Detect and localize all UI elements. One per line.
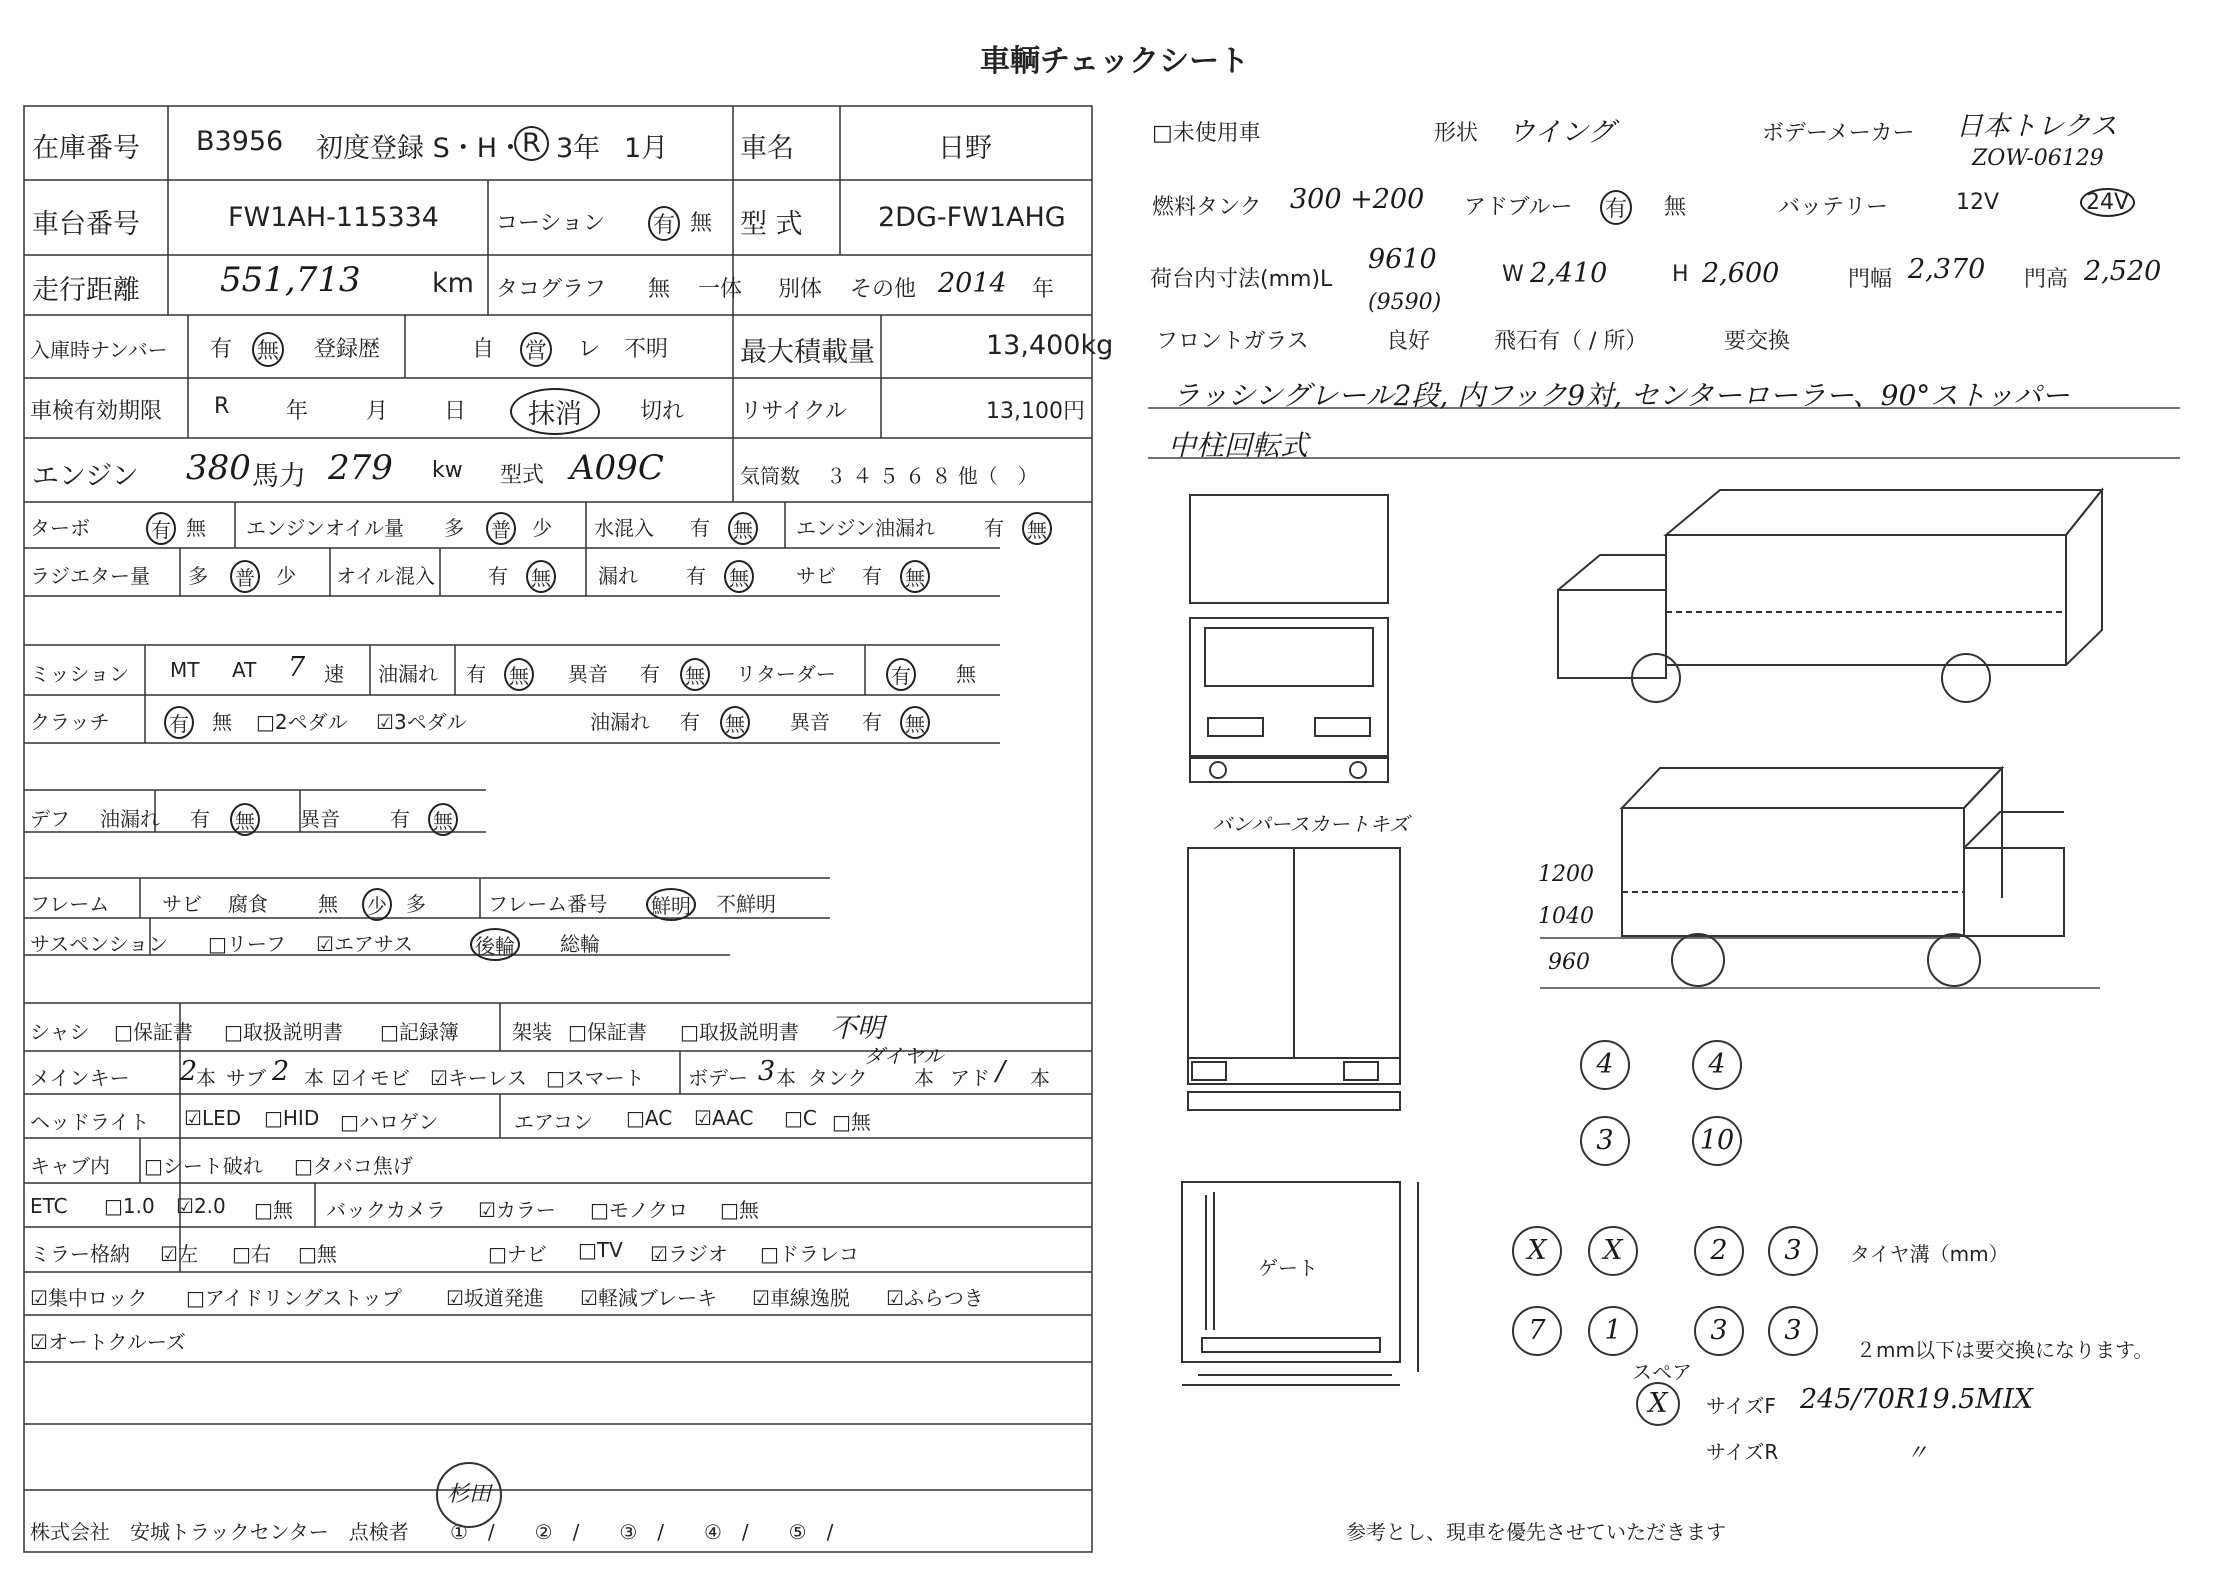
chassis-number-label: 車台番号	[32, 209, 140, 240]
tachograph-integrated: 一体	[698, 277, 743, 302]
bumper-damage-note: バンパースカートキズ	[1212, 812, 1410, 836]
mission-speed-value: 7	[288, 652, 306, 683]
frame-number-label: フレーム番号	[488, 892, 608, 916]
tachograph-separate: 別体	[778, 277, 823, 302]
history-private: 自	[472, 337, 495, 362]
water-mix-no-circled: 無	[728, 512, 758, 545]
rear-air-circled: 後輪	[470, 928, 520, 961]
windshield-replace: 要交換	[1724, 329, 1791, 354]
mission-noise-yes: 有	[640, 662, 660, 686]
max-load-value: 13,400kg	[986, 330, 1114, 361]
body-shape-value: ウイング	[1508, 117, 1615, 148]
wobble-label: ふらつき	[903, 1286, 984, 1310]
history-rental: レ	[578, 337, 601, 362]
engine-oil-leak-label: エンジン油漏れ	[796, 516, 935, 540]
mission-label: ミッション	[30, 662, 130, 686]
clutch-no: 無	[212, 710, 232, 734]
water-mix-label: 水混入	[594, 516, 654, 540]
chassis-warranty: □保証書	[114, 1020, 193, 1044]
tank-key-value: ダイヤル	[864, 1044, 944, 1068]
page-title: 車輌チェックシート	[980, 44, 1250, 79]
tire-size-front-label: サイズF	[1706, 1394, 1776, 1418]
led-label: LED	[201, 1106, 242, 1130]
oil-mix-label: オイル混入	[336, 564, 435, 588]
radiator-leak-no-circled: 無	[724, 560, 754, 593]
body-maker-code: ZOW-06129	[1972, 146, 2104, 171]
body-manual: □取扱説明書	[680, 1020, 799, 1044]
radiator-leak-yes: 有	[686, 564, 706, 588]
engine-label: エンジン	[32, 461, 139, 492]
oil-normal-circled: 普	[486, 512, 516, 545]
tire-row1-2: X	[1588, 1226, 1638, 1276]
tachograph-year-unit: 年	[1032, 277, 1055, 302]
radiator-label: ラジエター量	[30, 564, 150, 588]
radio-checked: ☑ラジオ	[650, 1242, 728, 1266]
clutch-oil-leak-yes: 有	[680, 710, 700, 734]
tire-row1-4: 3	[1768, 1226, 1818, 1276]
sub-key-count: 2	[272, 1056, 290, 1087]
three-pedal-label: 3ペダル	[393, 710, 467, 734]
oil-mix-yes: 有	[488, 564, 508, 588]
diff-oil-leak-yes: 有	[190, 807, 210, 831]
tachograph-year-value: 2014	[938, 268, 1007, 299]
tire-top-1: 4	[1580, 1040, 1630, 1090]
max-load-label: 最大積載量	[740, 337, 875, 368]
frame-rust-label: サビ	[162, 892, 202, 916]
tachograph-none: 無	[648, 277, 671, 302]
height-mark-3: 960	[1548, 950, 1590, 975]
mission-noise-label: 異音	[568, 662, 608, 686]
engine-type-label: 型式	[500, 463, 545, 488]
body-equipment-note-line2: 中柱回転式	[1168, 429, 1309, 462]
rust-label: サビ	[796, 564, 836, 588]
engine-oil-leak-yes: 有	[984, 516, 1004, 540]
idling-stop-option: □アイドリングストップ	[186, 1286, 402, 1310]
engine-oil-leak-no-circled: 無	[1022, 512, 1052, 545]
windshield-chip: 飛石有（ / 所）	[1494, 329, 1648, 354]
lane-departure-label: 車線逸脱	[769, 1286, 850, 1310]
cargo-length-alt: (9590)	[1368, 290, 1442, 315]
car-name-label: 車名	[740, 133, 794, 164]
plate-yes: 有	[210, 337, 233, 362]
camera-none-option: □無	[720, 1198, 759, 1222]
fuel-tank-label: 燃料タンク	[1152, 195, 1262, 220]
frame-few-circled: 少	[362, 888, 392, 921]
tire-size-rear-value: 〃	[1906, 1441, 1929, 1466]
battery-24v-circled: 24V	[2080, 188, 2135, 217]
body-maker-value: 日本トレクス	[1956, 111, 2118, 142]
auto-cruise-checked: ☑オートクルーズ	[30, 1330, 186, 1354]
frame-many: 多	[406, 892, 426, 916]
tire-row2-4: 3	[1768, 1306, 1818, 1356]
body-key-count: 3	[758, 1056, 776, 1087]
navi-option: □ナビ	[488, 1242, 547, 1266]
tire-size-rear-label: サイズR	[1706, 1440, 1779, 1464]
inspection-year: 年	[286, 399, 309, 424]
cargo-length-value: 9610	[1368, 244, 1437, 275]
model-label: 型 式	[740, 209, 803, 240]
tire-replace-note: ２mm以下は要交換になります。	[1856, 1338, 2154, 1362]
adblue-key-label: アド	[950, 1066, 990, 1090]
color-camera-checked: ☑カラー	[478, 1198, 556, 1222]
battery-12v: 12V	[1956, 190, 2000, 215]
tank-key-label: タンク	[808, 1066, 868, 1090]
chassis-number-value: FW1AH-115334	[228, 202, 439, 233]
keyless-label: キーレス	[447, 1066, 527, 1090]
halogen-option: □ハロゲン	[340, 1110, 439, 1134]
adblue-yes-circled: 有	[1600, 190, 1632, 225]
adblue-key-value: /	[996, 1056, 1006, 1087]
mission-oil-leak-label: 油漏れ	[378, 662, 438, 686]
hill-start-label: 坂道発進	[463, 1286, 544, 1310]
windshield-good: 良好	[1386, 329, 1431, 354]
chassis-manual: □取扱説明書	[224, 1020, 343, 1044]
mileage-value: 551,713	[220, 260, 361, 300]
unused-vehicle-option: □未使用車	[1152, 121, 1261, 146]
radiator-leak-label: 漏れ	[598, 564, 638, 588]
mirror-left-label: 左	[177, 1242, 198, 1266]
frame-number-clear-circled: 鮮明	[646, 888, 696, 921]
inspection-cancelled-circled: 抹消	[510, 388, 600, 435]
body-maker-label: ボデーメーカー	[1762, 121, 1915, 146]
registration-year: 3年	[556, 133, 601, 164]
dashcam-option: □ドラレコ	[760, 1242, 859, 1266]
height-mark-1: 1200	[1538, 862, 1594, 887]
diff-label: デフ	[30, 807, 70, 831]
tire-row1-1: X	[1512, 1226, 1562, 1276]
brake-assist-checked: ☑軽減ブレーキ	[580, 1286, 718, 1310]
history-business-circled: 営	[520, 332, 552, 367]
tire-row2-2: 1	[1588, 1306, 1638, 1356]
water-mix-yes: 有	[690, 516, 710, 540]
first-registration-label: 初度登録 S・H・	[316, 133, 525, 164]
turbo-label: ターボ	[30, 516, 90, 540]
diff-noise-yes: 有	[390, 807, 410, 831]
mission-noise-no-circled: 無	[680, 658, 710, 691]
radio-label: ラジオ	[667, 1242, 728, 1266]
car-name-value: 日野	[938, 133, 992, 164]
body-warranty: □保証書	[568, 1020, 647, 1044]
height-mark-2: 1040	[1538, 904, 1594, 929]
body-key-unit: 本	[776, 1066, 796, 1090]
cargo-width-label: W	[1502, 262, 1524, 287]
tire-top-4: 10	[1692, 1116, 1742, 1166]
diff-oil-leak-label: 油漏れ	[100, 807, 160, 831]
caution-yes-circled: 有	[648, 206, 680, 241]
recycle-value: 13,100円	[986, 399, 1085, 424]
rust-no-circled: 無	[900, 560, 930, 593]
hid-option: □HID	[264, 1106, 320, 1130]
tire-size-front-value: 245/70R19.5MIX	[1800, 1384, 2033, 1415]
adblue-label: アドブルー	[1464, 195, 1573, 220]
mirror-fold-label: ミラー格納	[30, 1242, 130, 1266]
mission-oil-leak-yes: 有	[466, 662, 486, 686]
cargo-width-value: 2,410	[1530, 258, 1608, 289]
caution-label: コーション	[496, 211, 606, 236]
stock-number-label: 在庫番号	[32, 133, 140, 164]
turbo-no: 無	[186, 516, 206, 540]
three-pedal-checked: ☑3ペダル	[376, 710, 467, 734]
plate-label: 入庫時ナンバー	[30, 338, 168, 362]
main-key-count: 2	[180, 1056, 198, 1087]
body-docs-label: 架装	[512, 1020, 552, 1044]
mono-camera-option: □モノクロ	[590, 1198, 689, 1222]
clutch-oil-leak-no-circled: 無	[720, 706, 750, 739]
mission-at: AT	[232, 658, 257, 682]
door-width-label: 門幅	[1848, 267, 1893, 292]
clutch-label: クラッチ	[30, 710, 110, 734]
aircon-none: □無	[832, 1110, 871, 1134]
horsepower-value: 380	[186, 448, 251, 488]
model-value: 2DG-FW1AHG	[878, 202, 1066, 233]
mileage-unit: km	[432, 268, 474, 299]
inspector-slots: ① / ② / ③ / ④ / ⑤ /	[450, 1520, 834, 1544]
c-option: □C	[784, 1106, 817, 1130]
cigarette-burn-option: □タバコ焦げ	[294, 1154, 413, 1178]
etc-2-0-checked: ☑2.0	[176, 1194, 226, 1218]
air-suspension-checked: ☑エアサス	[316, 932, 414, 956]
handwritten-unknown-note: 不明	[830, 1013, 884, 1044]
inspection-month: 月	[366, 399, 389, 424]
hill-start-checked: ☑坂道発進	[446, 1286, 544, 1310]
reference-note: 参考とし、現車を優先させていただきます	[1346, 1520, 1726, 1544]
aac-label: AAC	[711, 1106, 754, 1130]
gate-label: ゲート	[1258, 1256, 1318, 1280]
engine-type-value: A09C	[570, 448, 664, 488]
adblue-no: 無	[1664, 195, 1687, 220]
body-equipment-note-line1: ラッシングレール2段, 内フック9対, センターローラー、90°ストッパー	[1172, 379, 2070, 412]
clutch-yes-circled: 有	[164, 706, 194, 739]
door-width-value: 2,370	[1908, 254, 1986, 285]
central-lock-checked: ☑集中ロック	[30, 1286, 148, 1310]
caution-no: 無	[690, 211, 713, 236]
registration-month: 1月	[624, 133, 669, 164]
clutch-noise-no-circled: 無	[900, 706, 930, 739]
tire-top-3: 3	[1580, 1116, 1630, 1166]
rust-yes: 有	[862, 564, 882, 588]
turbo-yes-circled: 有	[146, 512, 176, 545]
diff-noise-no-circled: 無	[428, 803, 458, 836]
retarder-label: リターダー	[736, 662, 836, 686]
diff-noise-label: 異音	[300, 807, 340, 831]
etc-2-0-label: 2.0	[193, 1194, 226, 1218]
tire-top-2: 4	[1692, 1040, 1742, 1090]
spare-tire-label: スペア	[1632, 1360, 1692, 1384]
tachograph-other: その他	[850, 277, 917, 302]
immobilizer-label: イモビ	[349, 1066, 410, 1090]
mission-oil-leak-no-circled: 無	[504, 658, 534, 691]
frame-number-unclear: 不鮮明	[716, 892, 776, 916]
sub-key-label: サブ	[226, 1066, 266, 1090]
spare-tire-value: X	[1636, 1382, 1680, 1426]
engine-oil-label: エンジンオイル量	[246, 516, 404, 540]
top-view-cab	[1190, 495, 1388, 603]
horsepower-label: 馬力	[252, 461, 306, 492]
frame-label: フレーム	[30, 892, 110, 916]
inspector-stamp: 杉田	[436, 1462, 502, 1528]
keyless-checked: ☑キーレス	[430, 1066, 527, 1090]
retarder-no: 無	[956, 662, 976, 686]
headlight-label: ヘッドライト	[30, 1110, 150, 1134]
seat-tear-option: □シート破れ	[144, 1154, 263, 1178]
tire-row2-1: 7	[1512, 1306, 1562, 1356]
etc-label: ETC	[30, 1194, 68, 1218]
smart-key: □スマート	[546, 1066, 645, 1090]
tank-key-unit: 本	[914, 1066, 934, 1090]
diff-oil-leak-no-circled: 無	[230, 803, 260, 836]
cargo-height-label: H	[1672, 262, 1689, 287]
cargo-height-value: 2,600	[1702, 258, 1780, 289]
inspection-era: R	[214, 394, 230, 419]
tire-groove-label: タイヤ溝（mm）	[1850, 1242, 2009, 1266]
full-air: 総輪	[560, 932, 600, 956]
oil-few: 少	[532, 516, 552, 540]
plate-no-circled: 無	[252, 332, 284, 367]
main-key-label: メインキー	[30, 1066, 130, 1090]
tachograph-label: タコグラフ	[496, 277, 607, 302]
lane-departure-checked: ☑車線逸脱	[752, 1286, 850, 1310]
tv-option: □TV	[578, 1238, 623, 1262]
registration-era-circled: R	[514, 126, 549, 161]
windshield-label: フロントガラス	[1156, 329, 1309, 354]
battery-label: バッテリー	[1778, 195, 1889, 220]
registration-history-label: 登録歴	[314, 337, 381, 362]
oil-mix-no-circled: 無	[526, 560, 556, 593]
mirror-left-checked: ☑左	[160, 1242, 198, 1266]
clutch-oil-leak-label: 油漏れ	[590, 710, 650, 734]
cylinders-options: ３ ４ ５ ６ ８ 他（ ）	[826, 464, 1038, 488]
leaf-suspension: □リーフ	[208, 932, 286, 956]
door-height-value: 2,520	[2084, 256, 2162, 287]
recycle-label: リサイクル	[740, 399, 847, 424]
mirror-none-option: □無	[298, 1242, 337, 1266]
two-pedal: □2ペダル	[256, 710, 348, 734]
brake-assist-label: 軽減ブレーキ	[597, 1286, 718, 1310]
fuel-tank-value: 300 +200	[1290, 184, 1425, 215]
cylinders-label: 気筒数	[740, 464, 800, 488]
clutch-noise-label: 異音	[790, 710, 830, 734]
etc-1-0-option: □1.0	[104, 1194, 155, 1218]
tire-row2-3: 3	[1694, 1306, 1744, 1356]
aircon-label: エアコン	[514, 1110, 593, 1134]
body-key-label: ボデー	[688, 1066, 748, 1090]
aac-checked: ☑AAC	[694, 1106, 754, 1130]
door-height-label: 門高	[2024, 267, 2069, 292]
radiator-normal-circled: 普	[230, 560, 260, 593]
mirror-right-option: □右	[232, 1242, 271, 1266]
cabin-label: キャブ内	[30, 1154, 110, 1178]
color-camera-label: カラー	[495, 1198, 556, 1222]
ac-option: □AC	[626, 1106, 673, 1130]
chassis-record: □記録簿	[380, 1020, 459, 1044]
chassis-docs-label: シャシ	[30, 1020, 90, 1044]
air-suspension-label: エアサス	[333, 932, 414, 956]
company-inspector-label: 株式会社 安城トラックセンター 点検者	[30, 1520, 409, 1544]
oil-many: 多	[444, 516, 464, 540]
central-lock-label: 集中ロック	[47, 1286, 148, 1310]
inspection-day: 日	[444, 399, 467, 424]
mileage-label: 走行距離	[32, 275, 140, 306]
radiator-few: 少	[276, 564, 296, 588]
auto-cruise-label: オートクルーズ	[47, 1330, 186, 1354]
suspension-label: サスペンション	[30, 932, 169, 956]
cargo-dimension-label: 荷台内寸法(mm)L	[1150, 267, 1333, 292]
frame-corrosion-label: 腐食	[228, 892, 268, 916]
back-camera-label: バックカメラ	[326, 1198, 446, 1222]
stock-number-value: B3956	[196, 126, 284, 157]
sub-key-unit: 本	[304, 1066, 324, 1090]
etc-none-option: □無	[254, 1198, 293, 1222]
immobilizer-checked: ☑イモビ	[332, 1066, 410, 1090]
kilowatt-label: kw	[432, 458, 463, 483]
history-unknown: 不明	[624, 337, 669, 362]
inspection-expired: 切れ	[640, 399, 685, 424]
mission-mt: MT	[170, 658, 200, 682]
inspection-expiry-label: 車検有効期限	[30, 399, 163, 424]
frame-none: 無	[318, 892, 338, 916]
adblue-key-unit: 本	[1030, 1066, 1050, 1090]
body-shape-label: 形状	[1434, 121, 1479, 146]
tire-row1-3: 2	[1694, 1226, 1744, 1276]
clutch-noise-yes: 有	[862, 710, 882, 734]
radiator-many: 多	[188, 564, 208, 588]
retarder-yes-circled: 有	[886, 658, 916, 691]
kilowatt-value: 279	[328, 448, 393, 488]
led-checked: ☑LED	[184, 1106, 242, 1130]
wobble-checked: ☑ふらつき	[886, 1286, 984, 1310]
main-key-unit: 本	[196, 1066, 216, 1090]
mission-speed-label: 速	[324, 662, 344, 686]
